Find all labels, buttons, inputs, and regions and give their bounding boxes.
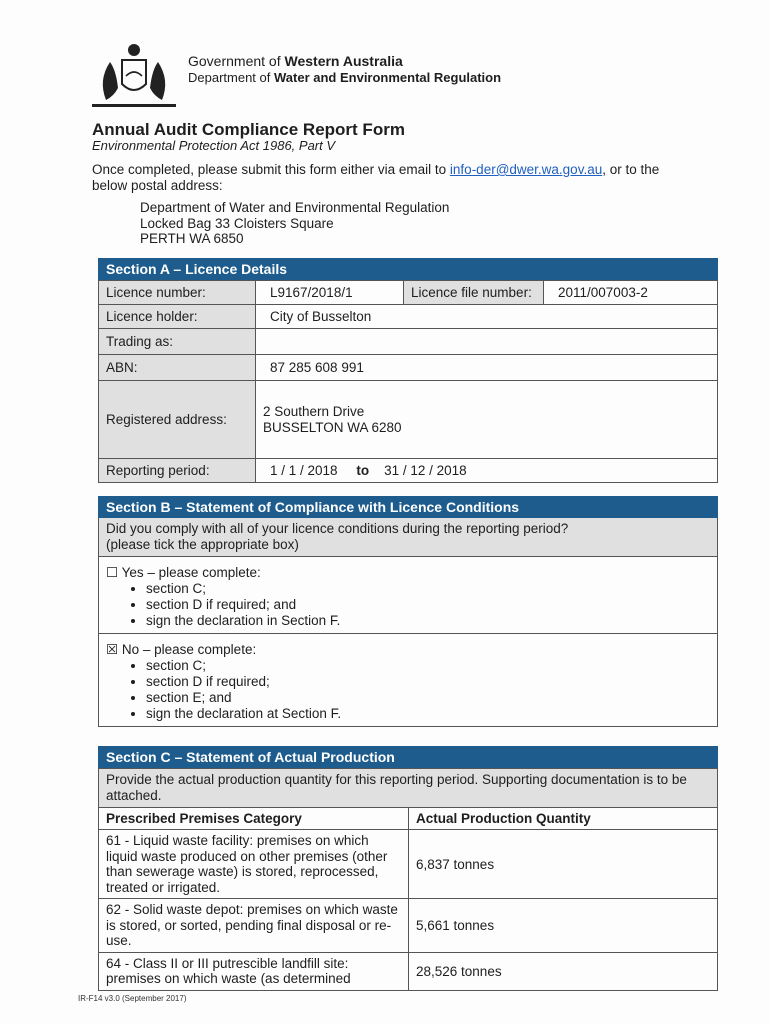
production-instruction: Provide the actual production quantity for this reporting period. Supporting documentation is to be attached. [99,769,718,808]
compliance-box [98,518,718,727]
list-item: • sign the declaration in Section F. [146,613,710,629]
no-checkbox[interactable]: ☒ [106,642,119,657]
government-name: Government of Western Australia [188,53,403,69]
category-cell: 61 - Liquid waste facility: premises on which liquid waste produced on other premises (other than sewerage waste) is stored, reprocessed, treated or irrigated. [99,830,409,899]
list-item: • section D if required; and [146,597,710,613]
compliance-question: Did you comply with all of your licence conditions during the reporting period? (please tick the appropriate box) [99,518,717,557]
reporting-period-value: 1 / 1 / 2018 to 31 / 12 / 2018 [256,459,718,483]
licence-holder-label: Licence holder: [99,305,256,329]
email-link[interactable]: info-der@dwer.wa.gov.au [449,162,603,177]
list-item: • section C; [146,658,710,674]
list-item: • sign the declaration at Section F. [146,706,710,722]
production-table [98,768,718,991]
no-label: No – please complete: [121,642,257,657]
intro-text: Once completed, please submit this form either via email to info-der@dwer.wa.gov.au, or to the below postal address: [92,162,660,193]
licence-details-table [98,280,718,483]
list-item: • section E; and [146,690,710,706]
yes-label: Yes – please complete: [121,565,261,580]
quantity-cell: 6,837 tonnes [409,830,718,899]
category-header: Prescribed Premises Category [99,808,409,830]
trading-as-value [256,329,718,355]
section-b-heading: Section B – Statement of Compliance with Licence Conditions [98,496,718,518]
list-item: • section D if required; [146,674,710,690]
quantity-cell: 5,661 tonnes [409,899,718,953]
table-row [99,899,718,953]
abn-label: ABN: [99,355,256,381]
form-title: Annual Audit Compliance Report Form [92,120,405,139]
department-name: Department of Water and Environmental Regulation [188,70,502,85]
licence-file-label: Licence file number: [404,281,544,305]
quantity-header: Actual Production Quantity [409,808,718,830]
trading-as-label: Trading as: [99,329,256,355]
category-cell: 62 - Solid waste depot: premises on which waste is stored, or sorted, pending final disposal or re-use. [99,899,409,953]
licence-holder-value: City of Busselton [256,305,718,329]
yes-option [99,557,717,633]
list-item: • section C; [146,581,710,597]
wa-crest-logo [92,40,176,108]
abn-value: 87 285 608 991 [256,355,718,381]
licence-file-value: 2011/007003-2 [544,281,718,305]
registered-address-value: 2 Southern Drive BUSSELTON WA 6280 [256,381,718,459]
form-version-footer: IR-F14 v3.0 (September 2017) [78,994,187,1003]
licence-number-label: Licence number: [99,281,256,305]
postal-address: Department of Water and Environmental Regulation Locked Bag 33 Cloisters Square PERTH WA 6850 [140,200,450,246]
section-c [98,746,718,991]
section-a-heading: Section A – Licence Details [98,258,718,280]
section-c-heading: Section C – Statement of Actual Production [98,746,718,768]
yes-checkbox[interactable]: ☐ [106,565,119,580]
section-b [98,496,718,727]
table-row [99,830,718,899]
section-a [98,258,718,483]
form-subtitle: Environmental Protection Act 1986, Part V [92,138,336,153]
reporting-period-label: Reporting period: [99,459,256,483]
quantity-cell: 28,526 tonnes [409,952,718,990]
table-row [99,952,718,990]
no-option [99,633,717,726]
registered-address-label: Registered address: [99,381,256,459]
category-cell: 64 - Class II or III putrescible landfill site: premises on which waste (as determined [99,952,409,990]
licence-number-value: L9167/2018/1 [256,281,404,305]
